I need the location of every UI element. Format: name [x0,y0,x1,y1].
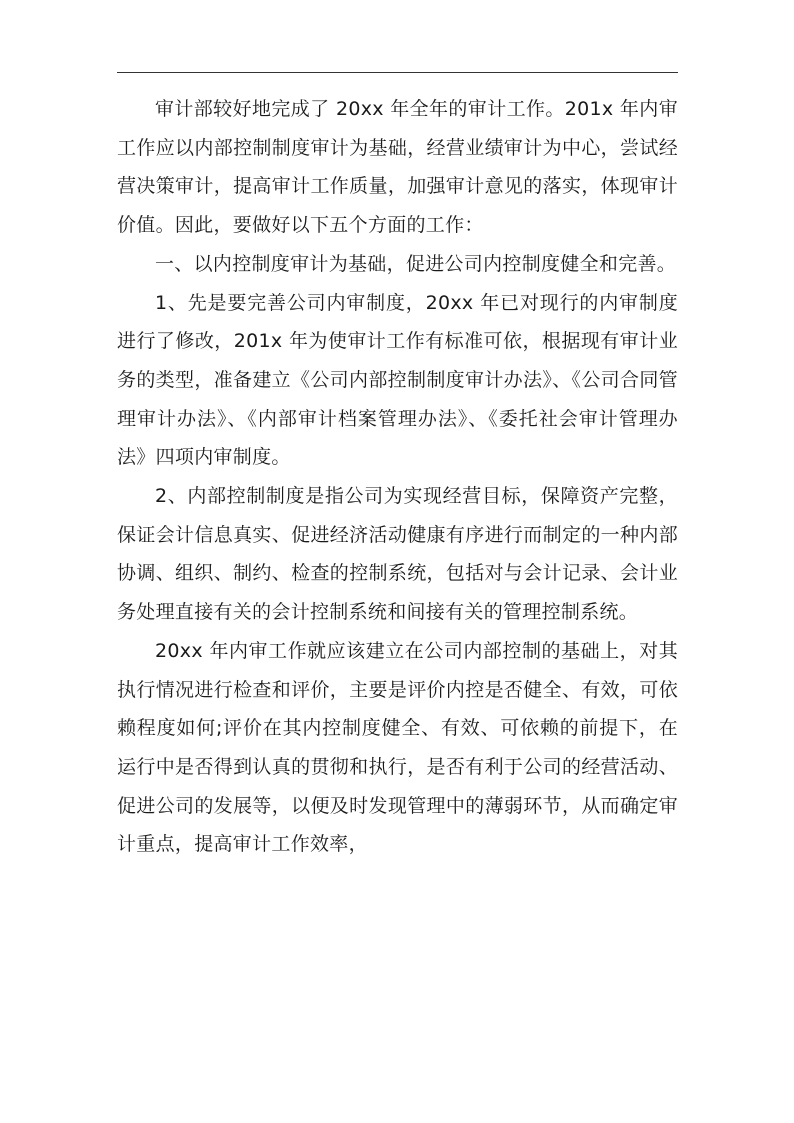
paragraph-item-2: 2、内部控制制度是指公司为实现经营目标，保障资产完整，保证会计信息真实、促进经济活动健康有序进行而制定的一种内部协调、组织、制约、检查的控制系统，包括对与会计记录、会计业务处理直接有关的会计控制系统和间接有关的管理控制系统。 [117,485,678,624]
header-rule [117,72,678,73]
paragraph-internal-audit: 20xx 年内审工作就应该建立在公司内部控制的基础上，对其执行情况进行检查和评价，主要是评价内控是否健全、有效，可依赖程度如何;评价在其内控制度健全、有效、可依赖的前提下，在运行中是否得到认真的贯彻和执行，是否有利于公司的经营活动、促进公司的发展等，以便及时发现管理中的薄弱环节，从而确定审计重点，提高审计工作效率， [117,639,678,856]
paragraph-item-1: 1、先是要完善公司内审制度，20xx 年已对现行的内审制度进行了修改，201x 年为使审计工作有标准可依，根据现有审计业务的类型，准备建立《公司内部控制制度审计办法》、《公司合同管理审计办法》、《内部审计档案管理办法》、《委托社会审计管理办法》四项内审制度。 [117,291,678,469]
paragraph-section-one-heading: 一、以内控制度审计为基础，促进公司内控制度健全和完善。 [155,252,677,275]
paragraph-intro: 审计部较好地完成了 20xx 年全年的审计工作。201x 年内审工作应以内部控制制度审计为基础，经营业绩审计为中心，尝试经营决策审计，提高审计工作质量，加强审计意见的落实，体现审计价值。因此，要做好以下五个方面的工作： [117,98,678,237]
document-body [117,90,678,864]
